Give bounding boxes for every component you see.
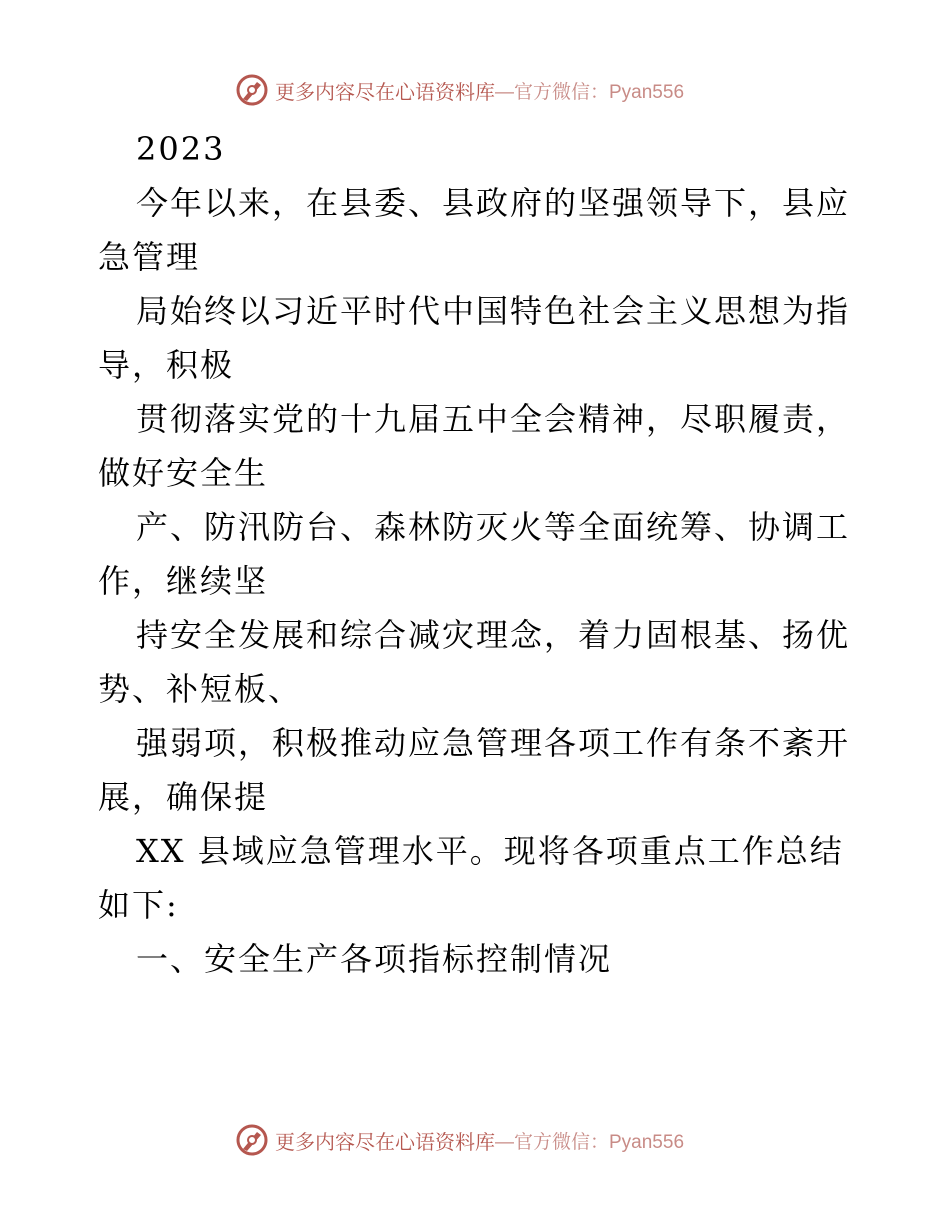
pen-circle-logo-icon <box>235 1123 269 1157</box>
body-line: 产、防汛防台、森林防灭火等全面统筹、协调工 <box>136 508 851 546</box>
body-line: 持安全发展和综合减灾理念，着力固根基、扬优 <box>136 616 851 654</box>
body-line: 导，积极 <box>98 346 235 384</box>
body-line: XX 县域应急管理水平。现将各项重点工作总结 <box>136 832 844 870</box>
pen-circle-logo-icon <box>235 73 269 107</box>
watermark-sub-text: —官方微信：Pyan556 <box>495 81 685 103</box>
body-line: 强弱项，积极推动应急管理各项工作有条不紊开 <box>136 724 851 762</box>
document-body <box>98 122 858 986</box>
body-line: 势、补短板、 <box>98 670 303 708</box>
body-line: 今年以来，在县委、县政府的坚强领导下，县应 <box>136 184 851 222</box>
body-line: 急管理 <box>98 238 201 276</box>
body-line: 如下: <box>98 886 179 924</box>
body-line: 局始终以习近平时代中国特色社会主义思想为指 <box>136 292 851 330</box>
body-line: 展，确保提 <box>98 778 269 816</box>
header-watermark <box>235 70 684 110</box>
watermark-main-text: 更多内容尽在心语资料库 <box>275 79 495 104</box>
watermark-sub-text: —官方微信：Pyan556 <box>495 1131 685 1153</box>
footer-watermark <box>235 1120 684 1160</box>
section-heading: 一、安全生产各项指标控制情况 <box>136 940 613 978</box>
watermark-main-text: 更多内容尽在心语资料库 <box>275 1129 495 1154</box>
body-line: 2023 <box>136 130 226 168</box>
body-line: 作，继续坚 <box>98 562 269 600</box>
body-line: 贯彻落实党的十九届五中全会精神，尽职履责， <box>136 400 851 438</box>
body-line: 做好安全生 <box>98 454 269 492</box>
